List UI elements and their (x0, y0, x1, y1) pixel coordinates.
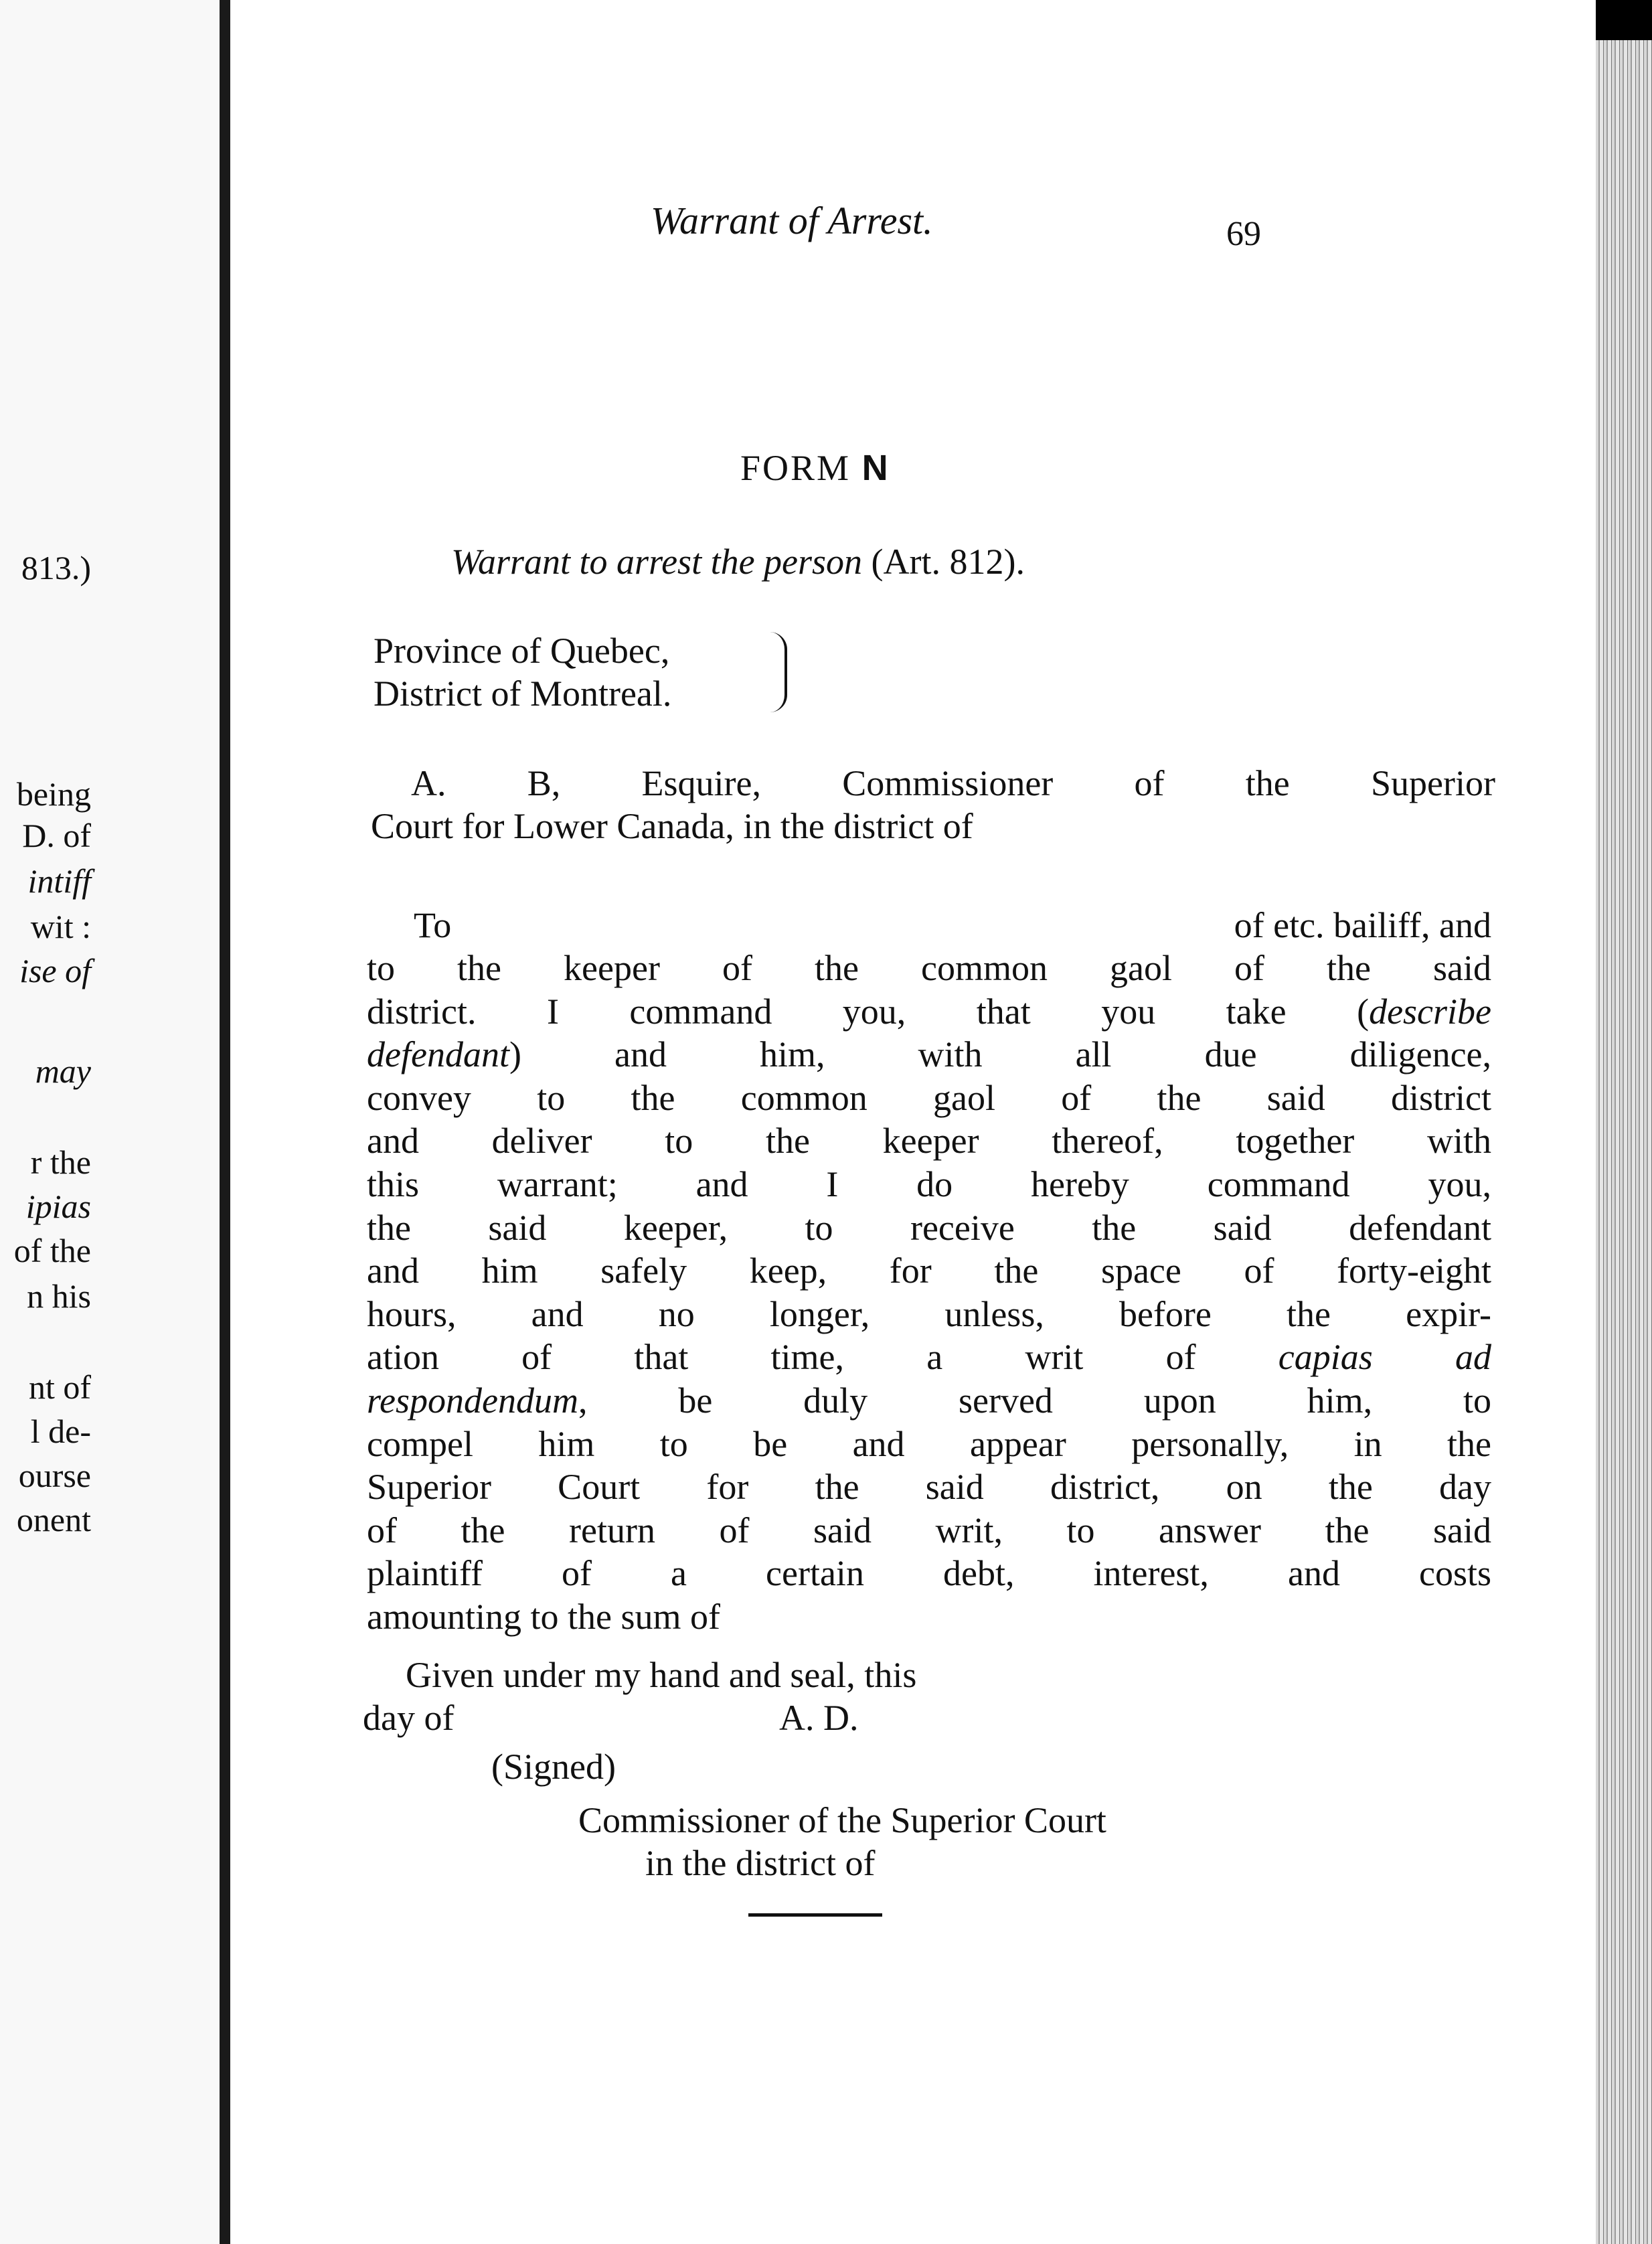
left-fragment: intiff (27, 862, 91, 900)
italic-term: respondendum (367, 1380, 578, 1421)
left-fragment: l de- (30, 1413, 91, 1450)
body-line: compel him to be and appear personally, in the (367, 1423, 1491, 1464)
left-fragment: ise of (19, 952, 91, 989)
form-title-mark: N (861, 448, 890, 488)
italic-term: capias ad (1278, 1337, 1491, 1378)
signed-label: (Signed) (491, 1747, 616, 1787)
left-fragment: being (16, 775, 91, 813)
venue-brace (766, 632, 787, 712)
commissioner-line: A. B, Esquire, Commissioner of the Superior (411, 763, 1495, 803)
commissioner-line: Court for Lower Canada, in the district of (371, 806, 973, 846)
book-page-edges (1596, 40, 1652, 2244)
left-fragment: D. of (22, 817, 91, 854)
body-line: and deliver to the keeper thereof, together with (367, 1121, 1491, 1161)
venue-province: Province of Quebec, (374, 631, 670, 671)
addressee-tail: of etc. bailiff, and (1234, 905, 1491, 945)
page-number: 69 (1226, 215, 1261, 253)
form-title (740, 447, 890, 489)
book-gutter (220, 0, 230, 2244)
left-fragment: may (35, 1052, 91, 1090)
body-line: defendant) and him, with all due diligence, (367, 1034, 1491, 1075)
left-fragment: wit : (30, 908, 91, 945)
running-head: Warrant of Arrest. (651, 199, 933, 242)
form-subtitle (451, 541, 1025, 582)
body-line: this warrant; and I do hereby command you, (367, 1164, 1491, 1204)
body-line: of the return of said writ, to answer the said (367, 1510, 1491, 1550)
italic-term: defendant (367, 1034, 509, 1075)
warrant-body (367, 904, 1491, 1639)
body-line: convey to the common gaol of the said district (367, 1077, 1491, 1118)
body-line: hours, and no longer, unless, before the expir- (367, 1293, 1491, 1334)
body-line: Superior Court for the said district, on the day (367, 1467, 1491, 1508)
commissioner-paragraph (371, 762, 1495, 848)
body-line: ation of that time, a writ of capias ad (367, 1337, 1491, 1378)
left-facing-page (0, 0, 220, 2244)
left-fragment: onent (16, 1501, 91, 1538)
addressee-to: To (414, 905, 452, 945)
form-subtitle-italic: Warrant to arrest the person (451, 542, 863, 582)
body-line: respondendum, be duly served upon him, to (367, 1380, 1491, 1421)
italic-term: describe (1369, 991, 1491, 1032)
body-line: amounting to the sum of (367, 1596, 720, 1637)
left-fragment: ipias (25, 1188, 91, 1225)
end-rule (748, 1913, 882, 1917)
form-subtitle-reference: (Art. 812). (862, 542, 1025, 582)
signature-title: Commissioner of the Superior Court (578, 1800, 1106, 1840)
left-fragment: r the (30, 1143, 91, 1181)
signature-district: in the district of (645, 1843, 876, 1883)
body-line: district. I command you, that you take (describe (367, 991, 1491, 1032)
given-block (363, 1654, 1487, 1739)
venue-district: District of Montreal. (374, 673, 672, 714)
body-line: plaintiff of a certain debt, interest, and costs (367, 1553, 1491, 1594)
body-line: the said keeper, to receive the said defendant (367, 1207, 1491, 1248)
left-fragment: n his (27, 1277, 91, 1315)
venue-block (374, 629, 671, 715)
body-line: and him safely keep, for the space of forty-eight (367, 1251, 1491, 1291)
date-line (363, 1696, 1487, 1739)
main-page (230, 0, 1596, 2244)
left-page-text-fragments (0, 0, 220, 2244)
left-fragment: 813.) (21, 549, 91, 586)
left-fragment: nt of (28, 1368, 91, 1406)
left-fragment: of the (13, 1232, 91, 1269)
anno-domini-label: A. D. (779, 1698, 859, 1738)
left-fragment: ourse (18, 1457, 91, 1494)
form-title-text: FORM (740, 448, 851, 488)
addressee-line (367, 904, 1491, 947)
body-line: to the keeper of the common gaol of the said (367, 948, 1491, 988)
given-line: Given under my hand and seal, this (406, 1655, 917, 1695)
day-of-label: day of (363, 1698, 455, 1738)
